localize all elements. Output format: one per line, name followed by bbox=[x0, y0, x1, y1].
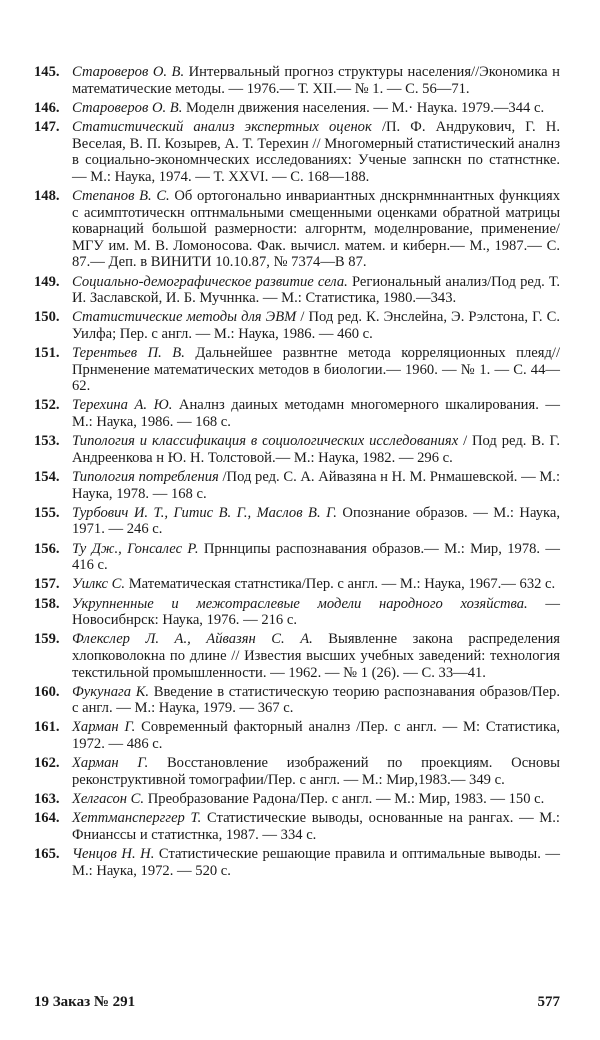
reference-number: 159. bbox=[34, 631, 60, 648]
reference-entry bbox=[34, 810, 560, 843]
reference-body bbox=[72, 684, 560, 717]
reference-entry bbox=[34, 684, 560, 717]
reference-text: Дальнейшее развнтне метода корреляционных плеяд//Прнменение математических методов в биологии.— 1960. — № 1. — С. 44—62. bbox=[72, 345, 560, 395]
reference-author: Типология и классификация в социологических исследованиях bbox=[72, 433, 459, 450]
reference-body bbox=[72, 188, 560, 271]
reference-body bbox=[72, 541, 560, 574]
reference-text: /Под ред. С. А. Айвазяна н Н. М. Рнмашевской. — М.: Наука, 1978. — 168 с. bbox=[72, 469, 561, 502]
reference-number: 145. bbox=[34, 64, 60, 80]
reference-entry bbox=[34, 631, 560, 681]
reference-entry bbox=[34, 274, 560, 307]
reference-body bbox=[72, 100, 560, 117]
reference-number: 149. bbox=[34, 273, 60, 290]
reference-text: Статистические решающие правила и оптимальные выводы. — М.: Наука, 1972. — 520 с. bbox=[72, 846, 560, 879]
reference-author: Фукунага К. bbox=[72, 683, 150, 700]
reference-entry bbox=[34, 100, 560, 117]
reference-entry bbox=[34, 345, 560, 395]
reference-number: 158. bbox=[34, 595, 60, 612]
reference-list bbox=[34, 64, 560, 882]
reference-text: Прннципы распознавания образов.— М.: Мир, 1978. — 416 с. bbox=[72, 540, 561, 574]
reference-number: 162. bbox=[34, 755, 60, 772]
reference-text: /П. Ф. Андрукович, Г. Н. Веселая, В. П. Козырев, А. Т. Терехин // Многомерный статистический аналнз в социально-экономнческих исследованиях: Ученые запнскн по статнстнке. — М.: Наука, 1974. — Т. XXVI. — С. 168—188. bbox=[72, 118, 560, 185]
reference-author: Укрупненные и межотраслевые модели народного хозяйства. bbox=[72, 595, 528, 612]
reference-author: Флекслер Л. А., Айвазян С. А. bbox=[72, 631, 313, 648]
reference-entry bbox=[34, 755, 560, 788]
reference-number: 160. bbox=[34, 683, 60, 700]
reference-body bbox=[72, 274, 560, 307]
reference-body bbox=[72, 631, 560, 681]
reference-body bbox=[72, 755, 560, 788]
reference-author: Староверов О. В. bbox=[72, 99, 183, 116]
reference-body bbox=[72, 397, 560, 430]
reference-text: / Под ред. К. Энслейна, Э. Рэлстона, Г. С. Уилфа; Пер. с англ. — М.: Наука, 1986. — 460 с. bbox=[72, 309, 561, 342]
reference-author: Статистические методы для ЭВМ bbox=[72, 309, 297, 326]
reference-number: 161. bbox=[34, 719, 60, 736]
reference-entry bbox=[34, 469, 560, 502]
reference-body bbox=[72, 576, 560, 593]
reference-number: 148. bbox=[34, 187, 60, 204]
reference-body bbox=[72, 433, 560, 466]
reference-entry bbox=[34, 576, 560, 593]
reference-number: 154. bbox=[34, 469, 60, 485]
reference-author: Хеттмансперггер Т. bbox=[72, 810, 202, 827]
reference-author: Терентьев П. В. bbox=[72, 345, 185, 362]
reference-number: 147. bbox=[34, 118, 60, 135]
reference-author: Хелгасон С. bbox=[72, 791, 145, 808]
reference-number: 152. bbox=[34, 397, 60, 414]
reference-number: 153. bbox=[34, 433, 60, 450]
reference-entry bbox=[34, 846, 560, 879]
footer-signature: 19 Заказ № 291 bbox=[34, 994, 136, 1010]
reference-author: Терехина А. Ю. bbox=[72, 397, 173, 414]
reference-author: Уилкс С. bbox=[72, 576, 126, 593]
reference-entry bbox=[34, 309, 560, 342]
reference-author: Степанов В. С. bbox=[72, 187, 170, 204]
reference-text: Об ортогонально инвариантных днскрнмннантных функциях с асимптотическн оптнмальными смещенными оценками обратной матрицы коварнаций большой размерности: алгорнтм, моделнрование, применение/МГУ им. М. В. Ломоносова. Фак. вычисл. матем. и киберн.— М., 1987.— С. 87.— Деп. в ВИНИТИ 10.10.87, № 7374—В 87. bbox=[72, 187, 560, 271]
reference-text: / Под ред. В. Г. Андреенкова н Ю. Н. Толстовой.— М.: Наука, 1982. — 296 с. bbox=[72, 433, 560, 466]
reference-author: Социально-демографическое развитие села. bbox=[72, 273, 348, 290]
reference-number: 164. bbox=[34, 810, 60, 827]
reference-entry bbox=[34, 64, 560, 97]
reference-body bbox=[72, 469, 560, 502]
reference-author: Ту Дж., Гонсалес Р. bbox=[72, 540, 199, 557]
reference-entry bbox=[34, 541, 560, 574]
reference-text: Восстановление изображений по проекциям. Основы реконструктивной томографии/Пер. с англ. — М.: Мир,1983.— 349 с. bbox=[72, 755, 560, 788]
reference-text: Преобразование Радона/Пер. с англ. — М.: Мир, 1983. — 150 с. bbox=[147, 791, 545, 808]
reference-text: Современный факторный аналнз /Пер. с англ. — М: Статистика, 1972. — 486 с. bbox=[72, 719, 560, 753]
reference-author: Типология потребления bbox=[72, 469, 219, 485]
reference-text: Введение в статистическую теорию распознавания образов/Пер. с англ. — М.: Наука, 1979. — 367 с. bbox=[72, 683, 560, 717]
reference-body bbox=[72, 119, 560, 185]
reference-entry bbox=[34, 791, 560, 808]
reference-text: Моделн движения населения. — М.· Наука. 1979.—344 с. bbox=[186, 99, 545, 116]
reference-body bbox=[72, 719, 560, 752]
reference-body bbox=[72, 309, 560, 342]
reference-text: Опознание образов. — М.: Наука, 1971. — 246 с. bbox=[72, 504, 560, 538]
reference-entry bbox=[34, 433, 560, 466]
reference-body bbox=[72, 791, 560, 808]
reference-number: 151. bbox=[34, 345, 60, 362]
reference-body bbox=[72, 810, 560, 843]
reference-number: 157. bbox=[34, 576, 60, 593]
reference-entry bbox=[34, 505, 560, 538]
reference-body bbox=[72, 846, 560, 879]
reference-entry bbox=[34, 397, 560, 430]
reference-body bbox=[72, 505, 560, 538]
reference-entry bbox=[34, 596, 560, 629]
reference-author: Харман Г. bbox=[72, 755, 149, 772]
reference-number: 163. bbox=[34, 791, 60, 808]
reference-text: Интервальный прогноз структуры населения//Экономика н математические методы. — 1976.— Т. XII.— № 1. — С. 56—71. bbox=[72, 64, 560, 97]
reference-text: Аналнз даиных методамн многомерного шкалирования. — М.: Наука, 1986. — 168 с. bbox=[72, 397, 560, 431]
reference-entry bbox=[34, 119, 560, 185]
reference-number: 156. bbox=[34, 540, 60, 557]
reference-author: Статистический анализ экспертных оценок bbox=[72, 118, 372, 135]
reference-text: Выявленне закона распределения хлопковолокна по длине // Известия высших учебных заведений: технология текстильной промышленности. — 1962. — № 1 (26). — С. 33—41. bbox=[72, 631, 560, 681]
reference-body bbox=[72, 596, 560, 629]
reference-text: Математическая статнстика/Пер. с англ. — М.: Наука, 1967.— 632 с. bbox=[128, 576, 556, 593]
reference-author: Турбович И. Т., Гитис В. Г., Маслов В. Г. bbox=[72, 504, 337, 521]
reference-author: Староверов О. В. bbox=[72, 64, 185, 80]
reference-author: Ченцов Н. Н. bbox=[72, 846, 155, 862]
reference-number: 165. bbox=[34, 846, 60, 862]
reference-number: 146. bbox=[34, 99, 60, 116]
reference-number: 155. bbox=[34, 504, 60, 521]
page-footer bbox=[34, 994, 560, 1011]
reference-body bbox=[72, 64, 560, 97]
reference-author: Харман Г. bbox=[72, 719, 136, 736]
reference-body bbox=[72, 345, 560, 395]
reference-entry bbox=[34, 719, 560, 752]
reference-text: — Новосибнрск: Наука, 1976. — 216 с. bbox=[72, 595, 560, 629]
reference-text: Региональный анализ/Под ред. Т. И. Заславской, И. Б. Мучннка. — М.: Статистика, 1980.—343. bbox=[72, 273, 560, 307]
reference-text: Статистические выводы, основанные на рангах. — М.: Фнианссы и статистнка, 1987. — 334 с. bbox=[72, 810, 560, 843]
page-number: 577 bbox=[537, 994, 560, 1010]
reference-entry bbox=[34, 188, 560, 271]
reference-number: 150. bbox=[34, 309, 60, 326]
